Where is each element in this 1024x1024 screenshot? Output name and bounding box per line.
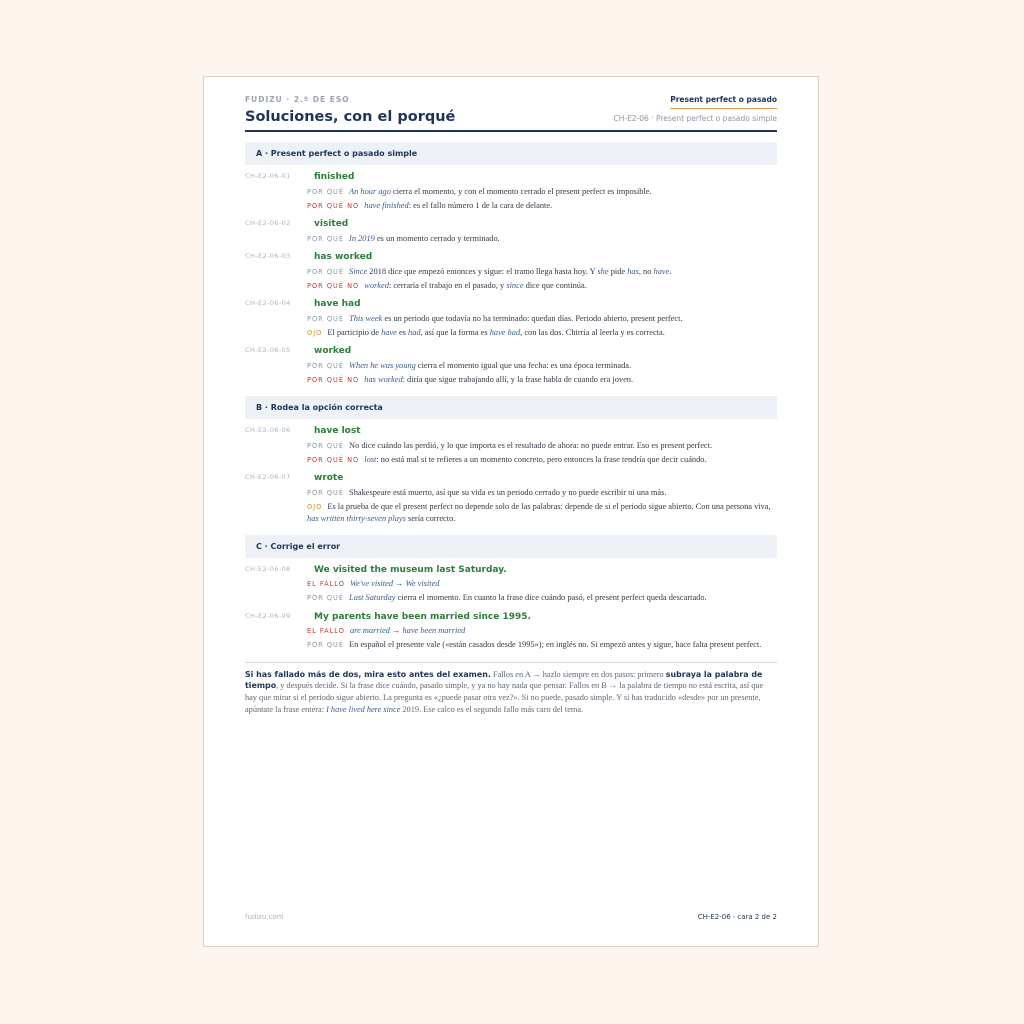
solution-item [245, 563, 777, 605]
page-content [245, 95, 777, 716]
ojo-tag: OJO [307, 502, 323, 511]
example-text: I have lived here since [326, 705, 401, 715]
note-text: cierra el momento igual que una fecha: es una época terminada. [415, 360, 632, 370]
ojo-note [245, 501, 777, 525]
item-answer: has worked [314, 252, 373, 262]
note-text: cierra el momento, y con el momento cerrado el present perfect es imposible. [390, 186, 652, 196]
el-fallo-note [245, 578, 777, 591]
note-text: : cerraría el trabajo en el pasado, y [388, 280, 507, 290]
note-text: pide [608, 266, 628, 276]
por-que-note [245, 186, 777, 199]
note-text: cierra el momento. En cuanto la frase dice cuándo pasó, el present perfect queda descartado. [395, 593, 707, 602]
solution-item [245, 170, 777, 212]
example-text: lost [364, 454, 377, 464]
por-que-tag: POR QUÉ [307, 267, 345, 276]
section-b-heading: B · Rodea la opción correcta [245, 396, 777, 419]
item-code: CH-E2-06-04 [245, 299, 291, 307]
footer-page-number: CH-E2-06 · cara 2 de 2 [697, 913, 777, 921]
example-text: since [506, 280, 524, 290]
item-answer: My parents have been married since 1995. [314, 611, 531, 622]
por-que-note [245, 233, 777, 246]
header-main [245, 109, 777, 132]
solution-item [245, 424, 777, 466]
por-que-note [245, 592, 777, 605]
por-que-note [245, 440, 777, 453]
note-text: dice que continúa. [523, 280, 587, 290]
note-text: es [396, 327, 409, 337]
item-code: CH-E2-06-05 [245, 346, 291, 354]
note-text: , con las dos. Chirría al leerla y es correcta. [520, 327, 665, 337]
example-text: have [653, 266, 670, 276]
page-title: Soluciones, con el porqué [245, 109, 456, 125]
item-code: CH-E2-06-08 [245, 564, 291, 573]
note-text: En español el presente vale («están casados desde 1995»); en inglés no. Si empezó antes y sigue, hace falta present perfect. [349, 640, 762, 649]
running-title: Present perfect o pasado [670, 95, 777, 109]
por-que-tag: POR QUÉ [307, 314, 345, 323]
por-que-note [245, 360, 777, 373]
worksheet-page [203, 76, 819, 947]
por-que-note [245, 266, 777, 279]
por-que-note [245, 639, 777, 652]
study-tip [245, 669, 777, 717]
item-answer: worked [314, 346, 352, 356]
por-que-tag: POR QUÉ [307, 594, 345, 602]
por-que-tag: POR QUÉ [307, 187, 345, 196]
item-code: CH-E2-06-07 [245, 473, 291, 481]
item-answer: We visited the museum last Saturday. [314, 564, 507, 575]
por-que-no-tag: POR QUÉ NO [307, 281, 360, 290]
item-answer: wrote [314, 473, 344, 483]
note-text: Es la prueba de que el present perfect no depende solo de las palabras: depende de si el periodo sigue abierto. Con una persona viva, [327, 501, 771, 511]
example-text: have been married [402, 626, 466, 635]
solution-item [245, 217, 777, 245]
por-que-tag: POR QUÉ [307, 234, 345, 243]
por-que-no-note [245, 280, 777, 293]
note-text: 2018 dice que empezó entonces y sigue: el tramo llega hasta hoy. Y [367, 266, 598, 276]
ojo-tag: OJO [307, 328, 323, 337]
solution-item [245, 250, 777, 292]
note-text: sería correcto. [405, 514, 456, 523]
item-code: CH-E2-06-02 [245, 219, 291, 227]
example-text: have finished [364, 200, 409, 210]
por-que-tag: POR QUÉ [307, 641, 345, 649]
por-que-no-tag: POR QUÉ NO [307, 455, 360, 464]
note-text: , así que la forma es [420, 327, 490, 337]
item-answer: have lost [314, 426, 361, 436]
por-que-tag: POR QUÉ [307, 361, 345, 370]
example-text: This week [349, 313, 383, 323]
example-text: Since [349, 266, 368, 276]
item-answer: finished [314, 172, 355, 182]
por-que-no-note [245, 454, 777, 467]
code-reference: CH-E2-06 · Present perfect o pasado simple [613, 114, 777, 123]
tip-text: 2019. Ese calco es el segundo fallo más caro del tema. [400, 705, 584, 715]
example-text: had [408, 327, 421, 337]
item-code: CH-E2-06-09 [245, 611, 291, 620]
por-que-no-tag: POR QUÉ NO [307, 375, 360, 384]
note-text: es un momento cerrado y terminado. [374, 233, 500, 243]
note-text: Shakespeare está muerto, así que su vida es un periodo cerrado y no puede escribir ni una más. [349, 487, 667, 497]
note-text: , no [638, 266, 654, 276]
note-text: : no está mal si te refieres a un momento concreto, pero entonces la frase tendría que decir cuándo. [376, 454, 707, 464]
el-fallo-tag: EL FALLO [307, 580, 345, 588]
el-fallo-tag: EL FALLO [307, 627, 345, 635]
brand-label: FUDIZU · 2.º DE ESO [245, 95, 350, 104]
tip-emphasis: subraya la palabra de tiempo [245, 669, 763, 691]
arrow-text: → [393, 579, 406, 588]
note-text: El participio de [327, 327, 382, 337]
ojo-note [245, 327, 777, 340]
item-code: CH-E2-06-01 [245, 172, 291, 180]
por-que-no-note [245, 374, 777, 387]
el-fallo-note [245, 625, 777, 638]
page-footer [245, 913, 777, 921]
footer-site: fudizu.com [245, 913, 284, 921]
example-text: We visited [405, 579, 440, 588]
por-que-tag: POR QUÉ [307, 488, 345, 497]
solution-item [245, 297, 777, 339]
arrow-text: → [389, 626, 403, 635]
tip-text: , y después decide. Si la frase dice cuándo, pasado simple, y ya no hay nada que pensar. Fallos en B → la palabra de tiempo no está escrita, así que hay que mirar si el periodo sigue abierto. La pregunta es «¿puede pasar otra vez?». Si no puede, pasado simple. Y si has traducido «desde» por un presente, apúntate la frase entera: [245, 681, 764, 715]
example-text: has worked [364, 374, 403, 384]
por-que-no-tag: POR QUÉ NO [307, 201, 360, 210]
tip-emphasis: Si has fallado más de dos, mira esto antes del examen. [245, 669, 491, 679]
solution-item [245, 610, 777, 652]
example-text: have had [489, 327, 521, 337]
example-text: she [597, 266, 609, 276]
item-code: CH-E2-06-03 [245, 252, 291, 260]
note-text: No dice cuándo las perdió, y lo que importa es el resultado de ahora: no puede entrar. Eso es present perfect. [349, 440, 713, 450]
note-text: . [669, 266, 672, 276]
por-que-no-note [245, 200, 777, 213]
por-que-tag: POR QUÉ [307, 441, 345, 450]
example-text: We've visited [349, 579, 394, 588]
example-text: has [627, 266, 639, 276]
example-text: are married [349, 626, 390, 635]
example-text: have [381, 327, 397, 337]
example-text: Last Saturday [349, 593, 396, 602]
example-text: worked [364, 280, 389, 290]
note-text: : diría que sigue trabajando allí, y la frase habla de cuando era joven. [402, 374, 634, 384]
note-text: : es el fallo número 1 de la cara de delante. [408, 200, 553, 210]
item-answer: visited [314, 219, 349, 229]
example-text: In 2019 [349, 233, 375, 243]
tip-text: Fallos en A → hazlo siempre en dos pasos: primero [490, 669, 666, 679]
example-text: has written thirty-seven plays [307, 514, 406, 523]
item-code: CH-E2-06-06 [245, 426, 291, 434]
solution-item [245, 344, 777, 386]
example-text: An hour ago [349, 186, 391, 196]
section-a-heading: A · Present perfect o pasado simple [245, 142, 777, 165]
example-text: When he was young [349, 360, 416, 370]
note-text: es un periodo que todavía no ha terminado: quedan días. Periodo abierto, present perfect. [382, 313, 683, 323]
por-que-note [245, 487, 777, 500]
solution-item [245, 471, 777, 525]
item-answer: have had [314, 299, 361, 309]
por-que-note [245, 313, 777, 326]
divider [245, 662, 777, 663]
section-c-heading: C · Corrige el error [245, 535, 777, 558]
